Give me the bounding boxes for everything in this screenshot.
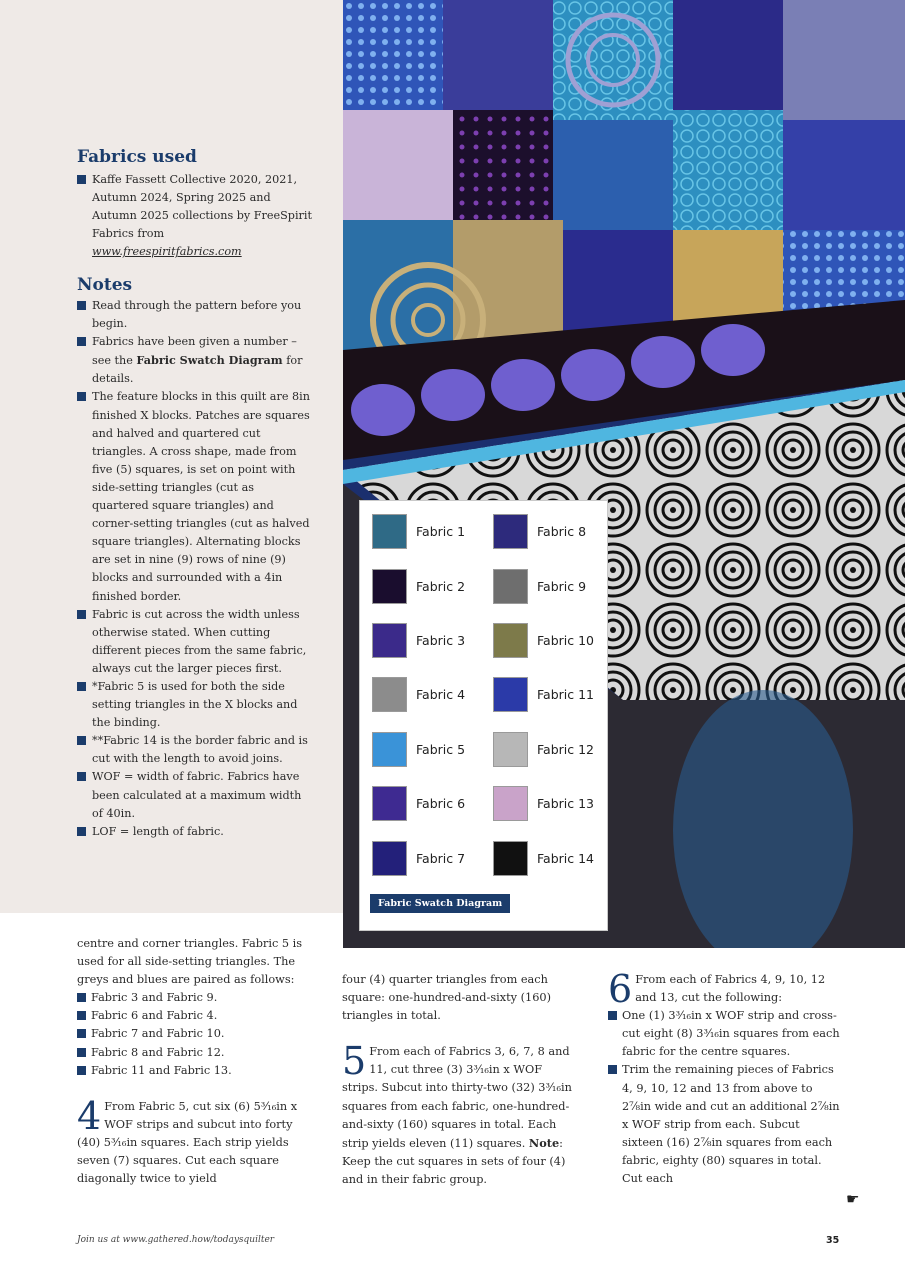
- paragraph: centre and corner triangles. Fabric 5 is used for all side-setting triangles. The greys and blues are paired as follows:: [77, 937, 303, 987]
- instructions-column-2: [342, 971, 574, 1189]
- swatch-chip: [493, 569, 528, 604]
- list-item: The feature blocks in this quilt are 8in finished X blocks. Patches are squares and halved and quartered cut triangles. A cross shape, made from five (5) squares, is set on point with side-setting triangles (cut as quartered square triangles) and corner-setting triangles (cut as halved square triangles). Alternating blocks are set in nine (9) rows of nine (9) blocks and surrounded with a 4in finished border.: [77, 388, 312, 605]
- swatch-chip: [372, 786, 407, 821]
- list-item: One (1) 3³⁄₁₆in x WOF strip and cross-cut eight (8) 3³⁄₁₆in squares from each fabric for the centre squares.: [608, 1007, 843, 1061]
- fabric-pairs-list: [77, 989, 312, 1079]
- swatch-fabric-8: Fabric 8: [493, 514, 586, 549]
- swatch-chip: [493, 732, 528, 767]
- swatch-chip: [493, 623, 528, 658]
- step-number: 5: [342, 1039, 367, 1084]
- swatch-fabric-7: Fabric 7: [372, 841, 465, 876]
- step-5: 5 From each of Fabrics 3, 6, 7, 8 and 11, cut three (3) 3³⁄₁₆in x WOF strips. Subcut into thirty-two (32) 3³⁄₁₆in squares from each fabric, one-hundred-and-sixty (160) squares in total. Each strip yields eleven (11) squares. Note: Keep the cut squares in sets of four (4) and in their fabric group.: [342, 1039, 572, 1186]
- swatch-fabric-3: Fabric 3: [372, 623, 465, 658]
- swatch-chip: [372, 514, 407, 549]
- list-item: WOF = width of fabric. Fabrics have been calculated at a maximum width of 40in.: [77, 768, 312, 822]
- swatch-fabric-2: Fabric 2: [372, 569, 465, 604]
- step-number: 6: [608, 967, 633, 1011]
- list-item: LOF = length of fabric.: [77, 823, 312, 841]
- swatch-chip: [493, 677, 528, 712]
- list-item: Read through the pattern before you begin.: [77, 297, 312, 333]
- list-item: Fabric 6 and Fabric 4.: [77, 1007, 312, 1025]
- footer-website: Join us at www.gathered.how/todaysquilter: [77, 1235, 275, 1245]
- step-number: 4: [77, 1093, 102, 1138]
- list-item: Fabric 11 and Fabric 13.: [77, 1062, 312, 1080]
- swatch-fabric-9: Fabric 9: [493, 569, 586, 604]
- step-6-list: [608, 1007, 843, 1188]
- instructions-column-3: [608, 967, 843, 1188]
- swatch-chip: [493, 514, 528, 549]
- page-number: 35: [826, 1235, 840, 1246]
- fabric-swatch-diagram: [359, 500, 608, 931]
- list-item: Fabric is cut across the width unless otherwise stated. When cutting different pieces from the same fabric, always cut the larger pieces first.: [77, 606, 312, 678]
- list-item: **Fabric 14 is the border fabric and is cut with the length to avoid joins.: [77, 732, 312, 768]
- swatch-chip: [372, 569, 407, 604]
- instructions-column-1: [77, 935, 312, 1188]
- swatch-fabric-12: Fabric 12: [493, 732, 594, 767]
- swatch-chip: [372, 732, 407, 767]
- list-item: Fabric 3 and Fabric 9.: [77, 989, 312, 1007]
- list-item: *Fabric 5 is used for both the side setting triangles in the X blocks and the binding.: [77, 678, 312, 732]
- list-item: Fabrics have been given a number – see the Fabric Swatch Diagram for details.: [77, 333, 312, 388]
- swatch-fabric-14: Fabric 14: [493, 841, 594, 876]
- swatch-fabric-11: Fabric 11: [493, 677, 594, 712]
- swatch-chip: [372, 841, 407, 876]
- list-item: Fabric 7 and Fabric 10.: [77, 1025, 312, 1043]
- fabrics-used-heading: Fabrics used: [77, 147, 197, 167]
- swatch-diagram-label: Fabric Swatch Diagram: [370, 894, 510, 913]
- swatch-fabric-5: Fabric 5: [372, 732, 465, 767]
- fabrics-used-list: [77, 171, 312, 261]
- swatch-fabric-1: Fabric 1: [372, 514, 465, 549]
- list-item: Trim the remaining pieces of Fabrics 4, 9, 10, 12 and 13 from above to 2⅞in wide and cut an additional 2⅞in x WOF strip from each. Subcut sixteen (16) 2⅞in squares from each fabric, eighty (80) squares in total. Cut each: [608, 1061, 843, 1188]
- step-4: 4 From Fabric 5, cut six (6) 5³⁄₁₆in x WOF strips and subcut into forty (40) 5³⁄₁₆in squares. Each strip yields seven (7) squares. Cut each square diagonally twice to yield: [77, 1093, 298, 1186]
- swatch-chip: [493, 786, 528, 821]
- swatch-chip: [493, 841, 528, 876]
- notes-list: [77, 297, 312, 841]
- hand-pointer-icon: ☛: [846, 1190, 860, 1208]
- list-item: Kaffe Fassett Collective 2020, 2021, Autumn 2024, Spring 2025 and Autumn 2025 collections by FreeSpirit Fabrics from www.freespiritfabrics.com: [77, 171, 312, 261]
- swatch-chip: [372, 623, 407, 658]
- list-item: Fabric 8 and Fabric 12.: [77, 1044, 312, 1062]
- swatch-fabric-6: Fabric 6: [372, 786, 465, 821]
- step-6: 6 From each of Fabrics 4, 9, 10, 12 and 13, cut the following:: [608, 967, 826, 1011]
- swatch-chip: [372, 677, 407, 712]
- swatch-fabric-10: Fabric 10: [493, 623, 594, 658]
- notes-heading: Notes: [77, 275, 133, 295]
- paragraph: four (4) quarter triangles from each square: one-hundred-and-sixty (160) triangles in total.: [342, 973, 552, 1023]
- swatch-fabric-4: Fabric 4: [372, 677, 465, 712]
- freespirit-link[interactable]: www.freespiritfabrics.com: [92, 245, 242, 259]
- swatch-fabric-13: Fabric 13: [493, 786, 594, 821]
